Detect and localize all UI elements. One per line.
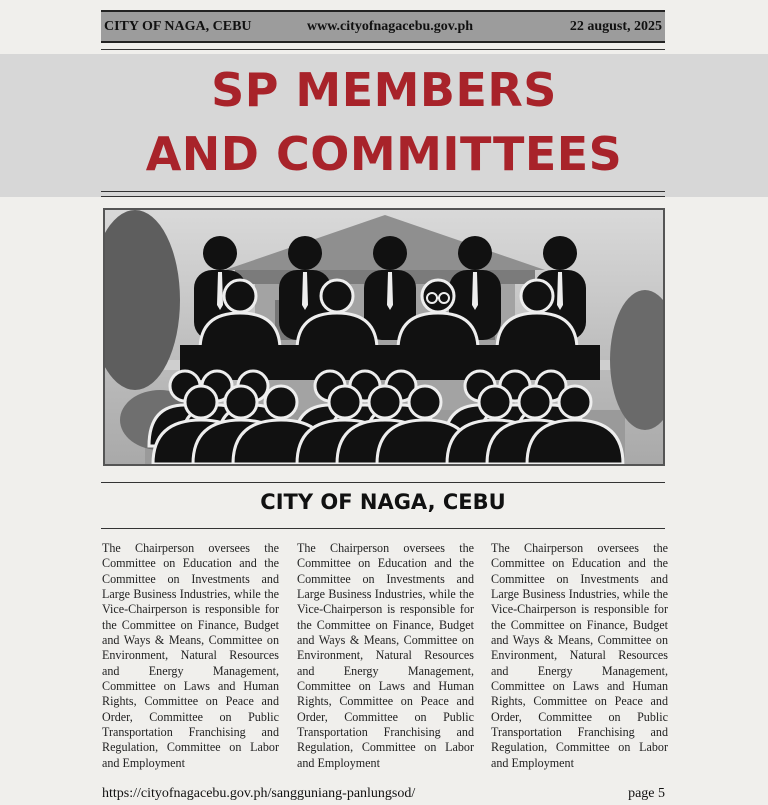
page-title [0, 58, 768, 186]
article-column-2: The Chairperson oversees the Committee on Education and the Committee on Investments and Large Business Industries, while the Vice-Chairperson is responsible for the Committee on Finance, Budget and Ways & Means, Committee on Environment, Natural Resources and Energy Management, Committee on Laws and Human Rights, Committee on Peace and Order, Committee on Public Transportation Franchising and Regulation, Committee on Labor and Employment [297, 541, 474, 770]
subheading: CITY OF NAGA, CEBU [260, 490, 506, 514]
footer-url: https://cityofnagacebu.gov.ph/sangguniang-panlungsod/ [102, 786, 416, 801]
article-column-1: The Chairperson oversees the Committee on Education and the Committee on Investments and Large Business Industries, while the Vice-Chairperson is responsible for the Committee on Finance, Budget and Ways & Means, Committee on Environment, Natural Resources and Energy Management, Committee on Laws and Human Rights, Committee on Peace and Order, Committee on Public Transportation Franchising and Regulation, Committee on Labor and Employment [102, 541, 279, 770]
headline-rule-lower [101, 196, 665, 197]
article-column-3: The Chairperson oversees the Committee on Education and the Committee on Investments and Large Business Industries, while the Vice-Chairperson is responsible for the Committee on Finance, Budget and Ways & Means, Committee on Environment, Natural Resources and Energy Management, Committee on Laws and Human Rights, Committee on Peace and Order, Committee on Public Transportation Franchising and Regulation, Committee on Labor and Employment [491, 541, 668, 770]
top-rule [101, 49, 665, 50]
page-number: page 5 [628, 786, 665, 801]
masthead-bar [101, 10, 665, 43]
page-title-line-1: SP MEMBERS [211, 63, 557, 117]
masthead-website: www.cityofnagacebu.gov.ph [307, 19, 474, 34]
masthead-location: CITY OF NAGA, CEBU [104, 19, 252, 34]
council-meeting-icon [105, 210, 663, 464]
masthead-date: 22 august, 2025 [569, 19, 662, 34]
subheading-rule-lower [101, 528, 665, 529]
headline-rule-upper [101, 191, 665, 192]
page-title-line-2: AND COMMITTEES [145, 127, 623, 181]
subheading-rule-upper [101, 482, 665, 483]
audience [149, 371, 623, 464]
council-photo [103, 208, 665, 466]
